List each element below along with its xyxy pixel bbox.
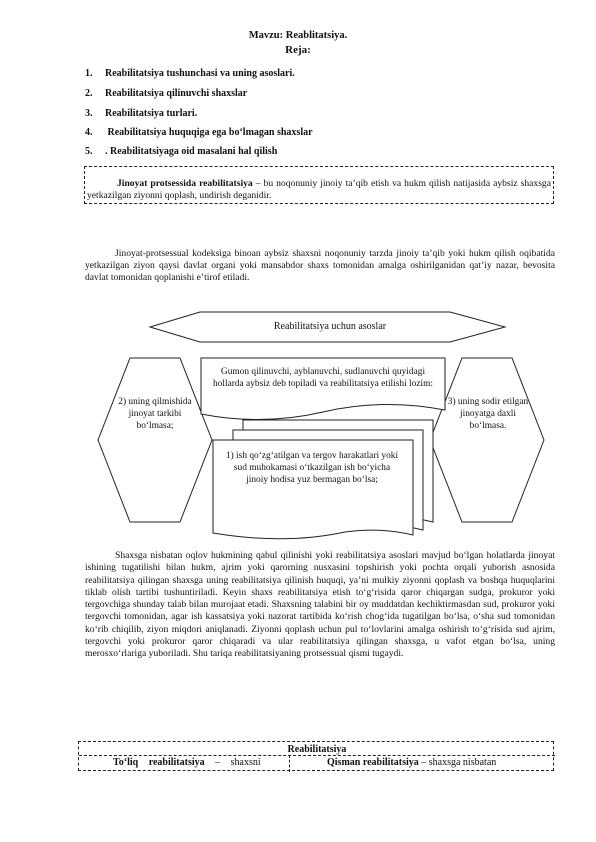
reabilitatsiya-table [78, 741, 554, 771]
plan-item-number: 4. [85, 127, 93, 138]
banner-label: Reabilitatsiya uchun asoslar [273, 321, 387, 332]
plan-item-text: . Reabilitatsiyaga oid masalani hal qilish [105, 146, 278, 157]
full-rehab-text: – shaxsni [204, 757, 261, 768]
definition-text: – bu noqonuniy jinoiy taʼqib etish va hukm qilish natijasida aybsiz shaxsga yetkazilgan ziyonni qoplash, undirish deganidir. [87, 178, 551, 202]
plan-item-text: Reabilitatsiya turlari. [105, 108, 198, 119]
center-top-text: Gumon qilinuvchi, ayblanuvchi, sudlanuvchi quyidagi hollarda aybsiz deb topiladi va reabilitatsiya etilishi lozim: [213, 367, 433, 389]
left-hexagon-text: 2) uning qilmishida jinoyat tarkibi boʻlmasa; [118, 397, 192, 431]
left-hexagon [98, 358, 212, 522]
paragraph-2: Shaxsga nisbatan oqlov hukmining qabul qilinishi yoki reabilitatsiya asoslari mavjud boʻlgan holatlarda jinoyat ishining tugatilishi bilan hukm, ajrim yoki qarorning nusxasini topshirish yoki pochta orqali yuborish asnosida reabilitatsiya qilingan shaxsga uning reabilitatsiya qilinish huquqi, yaʼni mulkiy ziyonni qoplash va boshqa huquqlarini tiklab olish tartibi tushuntiriladi. Keyin shaxs reabilitatsiya etish toʻgʻrisida qaror chiqargan sudga, prokuror yoki tergovchiga shunday talab bilan murojaat etadi. Shaxsning talabini bir oy muddatdan kechiktirmasdan sud, prokuror yoki tergovchi tomonidan, agar ish kassatsiya yoki nazorat tartibida koʻrish chogʻida tugatilgan boʻlsa, oʻsha sud tomonidan koʻrib chiqilib, ziyon miqdori aniqlanadi. Ziyonni qoplash uchun pul toʻlovlarini amalga oshirish toʻgʻrisida sud ajrim, tergovchi yoki prokuror qaror chiqaradi va ular reabilitatsiya qilingan shaxsga, u vafot etgan boʻlsa, uning merosxoʻrlariga yuboriladi. Shu tariqa reabilitatsiyaning protsessual qismi tugaydi. [85, 550, 555, 660]
definition-term: Jinoyat protsessida reabilitatsiya [117, 178, 253, 189]
table-column-divider [289, 755, 290, 772]
center-bottom-text: 1) ish qoʻzgʻatilgan va tergov harakatlari yoki sud muhokamasi oʻtkazilgan ish boʻyicha jinoiy hodisa yuz bermagan boʻlsa; [225, 451, 399, 485]
table-divider [79, 755, 555, 756]
table-heading: Reabilitatsiya [287, 744, 347, 755]
table-left-cell [113, 757, 261, 768]
plan-item-number: 3. [85, 108, 93, 119]
plan-item-number: 2. [85, 88, 93, 99]
plan-item-text: Reabilitatsiya qilinuvchi shaxslar [105, 88, 248, 99]
plan-item-number: 5. [85, 146, 93, 157]
plan-item-number: 1. [85, 68, 93, 79]
plan-item-text: Reabilitatsiya huquqiga ega boʻlmagan shaxslar [105, 127, 313, 138]
partial-rehab-text: – shaxsga nisbatan [418, 757, 497, 768]
plan-item-text: Reabilitatsiya tushunchasi va uning asoslari. [105, 68, 295, 79]
plan-label: Reja: [285, 44, 311, 56]
partial-rehab-term: Qisman reabilitatsiya [327, 757, 419, 768]
right-hexagon [430, 358, 544, 522]
page-topic: Mavzu: Reablitatsiya. [248, 30, 348, 41]
right-hexagon-text: 3) uning sodir etilgan jinoyatga daxli boʻlmasa. [447, 397, 529, 431]
paragraph-1: Jinoyat-protsessual kodeksiga binoan aybsiz shaxsni noqonuniy tarzda jinoiy taʼqib yoki hukm qilish oqibatida yetkazilgan ziyon qaysi davlat organi yoki mansabdor shaxs tomonidan amalga oshirilganidan qatʼiy nazar, bevosita davlat tomonidan qoplanishi eʼtirof etiladi. [85, 248, 555, 284]
table-right-cell [327, 757, 496, 768]
full-rehab-term: Toʻliq reabilitatsiya [113, 757, 205, 768]
